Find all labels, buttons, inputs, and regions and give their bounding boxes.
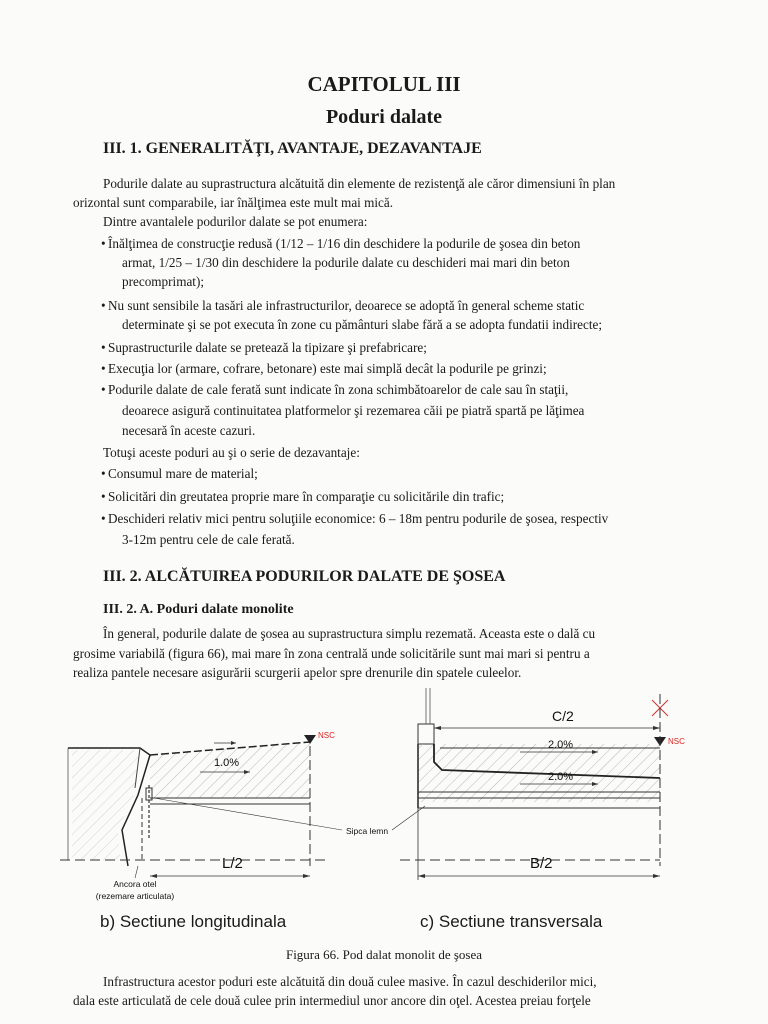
list-item-cont: deoarece asigură continuitatea platformelor şi rezemarea căii pe piatră spartă pe lăţimea — [122, 403, 585, 418]
slope-label-b: 1.0% — [214, 757, 240, 769]
list-item-cont: armat, 1/25 – 1/30 din deschidere la podurile dalate cu deschideri mai mari din beton — [122, 255, 570, 270]
span-label-c: B/2 — [530, 855, 553, 872]
advantages-intro: Dintre avantalele podurilor dalate se pot enumera: — [103, 214, 368, 229]
list-item: • Consumul mare de material; — [101, 466, 258, 481]
paragraph-line: dala este articulată de cele două culee prin intermediul unor ancore din oţel. Acestea preiau forţele — [73, 993, 591, 1008]
span-label-b: L/2 — [222, 855, 243, 872]
list-item: • Suprastructurile dalate se pretează la tipizare şi prefabricare; — [101, 340, 427, 355]
figure-label-b: b) Sectiune longitudinala — [100, 912, 287, 931]
figure-label-c: c) Sectiune transversala — [420, 912, 603, 931]
paragraph-line: grosime variabilă (figura 66), mai mare în zona centrală unde solicitările sunt mai mari si pentru a — [73, 646, 590, 661]
list-item-cont: necesară în aceste cazuri. — [122, 423, 256, 438]
paragraph-line: În general, podurile dalate de şosea au suprastructura simplu rezemată. Aceasta este o dală cu — [103, 626, 596, 641]
sipca-label: Sipca lemn — [346, 826, 389, 836]
bullet-icon: • — [101, 489, 106, 504]
disadvantages-intro: Totuşi aceste poduri au şi o serie de dezavantaje: — [103, 445, 360, 460]
list-item-cont: determinate şi se pot executa în zone cu pământuri slabe fără a se adopta fundatii indirecte; — [122, 317, 603, 332]
anchor-sublabel: (rezemare articulata) — [95, 891, 175, 901]
bullet-icon: • — [101, 466, 106, 481]
bullet-icon: • — [101, 511, 106, 526]
list-item: • Execuţia lor (armare, cofrare, betonare) este mai simplă decât la podurile pe grinzi; — [101, 361, 547, 376]
nsc-label-b: NSC — [318, 731, 335, 740]
list-item: • Solicitări din greutatea proprie mare în comparaţie cu solicitările din trafic; — [101, 489, 505, 504]
nsc-label-c: NSC — [668, 737, 685, 746]
section-heading-2: III. 2. ALCĂTUIREA PODURILOR DALATE DE ŞOSEA — [103, 568, 506, 585]
bullet-icon: • — [101, 340, 106, 355]
transverse-section — [400, 688, 685, 880]
page-title: Poduri dalate — [325, 106, 443, 128]
section-heading-1: III. 1. GENERALITĂŢI, AVANTAJE, DEZAVANTAJE — [103, 140, 482, 157]
chapter-title: CAPITOLUL III — [307, 72, 461, 96]
list-item: • Podurile dalate de cale ferată sunt indicate în zona schimbătoarelor de cale sau în staţii, — [101, 382, 569, 397]
list-item-cont: 3-12m pentru cele de cale ferată. — [122, 532, 295, 547]
bullet-icon: • — [101, 382, 106, 397]
list-item: • Înălţimea de construcţie redusă (1/12 – 1/16 din deschidere la podurile de şosea din beton — [101, 236, 581, 251]
list-item-cont: precomprimat); — [122, 274, 205, 289]
subsection-heading: III. 2. A. Poduri dalate monolite — [103, 602, 294, 617]
slope-bottom-label-c: 2.0% — [548, 771, 574, 783]
figure-caption: Figura 66. Pod dalat monolit de şosea — [285, 947, 483, 962]
intro-line-1: Podurile dalate au suprastructura alcătuită din elemente de rezistenţă ale căror dimensiuni în plan — [103, 176, 616, 191]
paragraph-line: realiza pantele necesare asigurării scurgerii apelor spre drenurile din spatele culeelor. — [73, 665, 522, 680]
slope-top-label-c: 2.0% — [548, 739, 574, 751]
bullet-icon: • — [101, 298, 106, 313]
paragraph-line: Infrastructura acestor poduri este alcătuită din două culee masive. În cazul deschiderilor mici, — [103, 974, 597, 989]
bullet-icon: • — [101, 236, 106, 251]
intro-line-2: orizontal sunt comparabile, iar înălţimea este mult mai mică. — [73, 195, 394, 210]
figure-66-drawing — [0, 680, 768, 916]
width-label-c: C/2 — [552, 708, 574, 724]
list-item: • Nu sunt sensibile la tasări ale infrastructurilor, deoarece se adoptă în general scheme static — [101, 298, 585, 313]
bullet-icon: • — [101, 361, 106, 376]
anchor-label: Ancora otel — [113, 879, 157, 889]
list-item: • Deschideri relativ mici pentru soluţiile economice: 6 – 18m pentru podurile de şosea, respectiv — [101, 511, 609, 526]
longitudinal-section — [60, 731, 335, 901]
